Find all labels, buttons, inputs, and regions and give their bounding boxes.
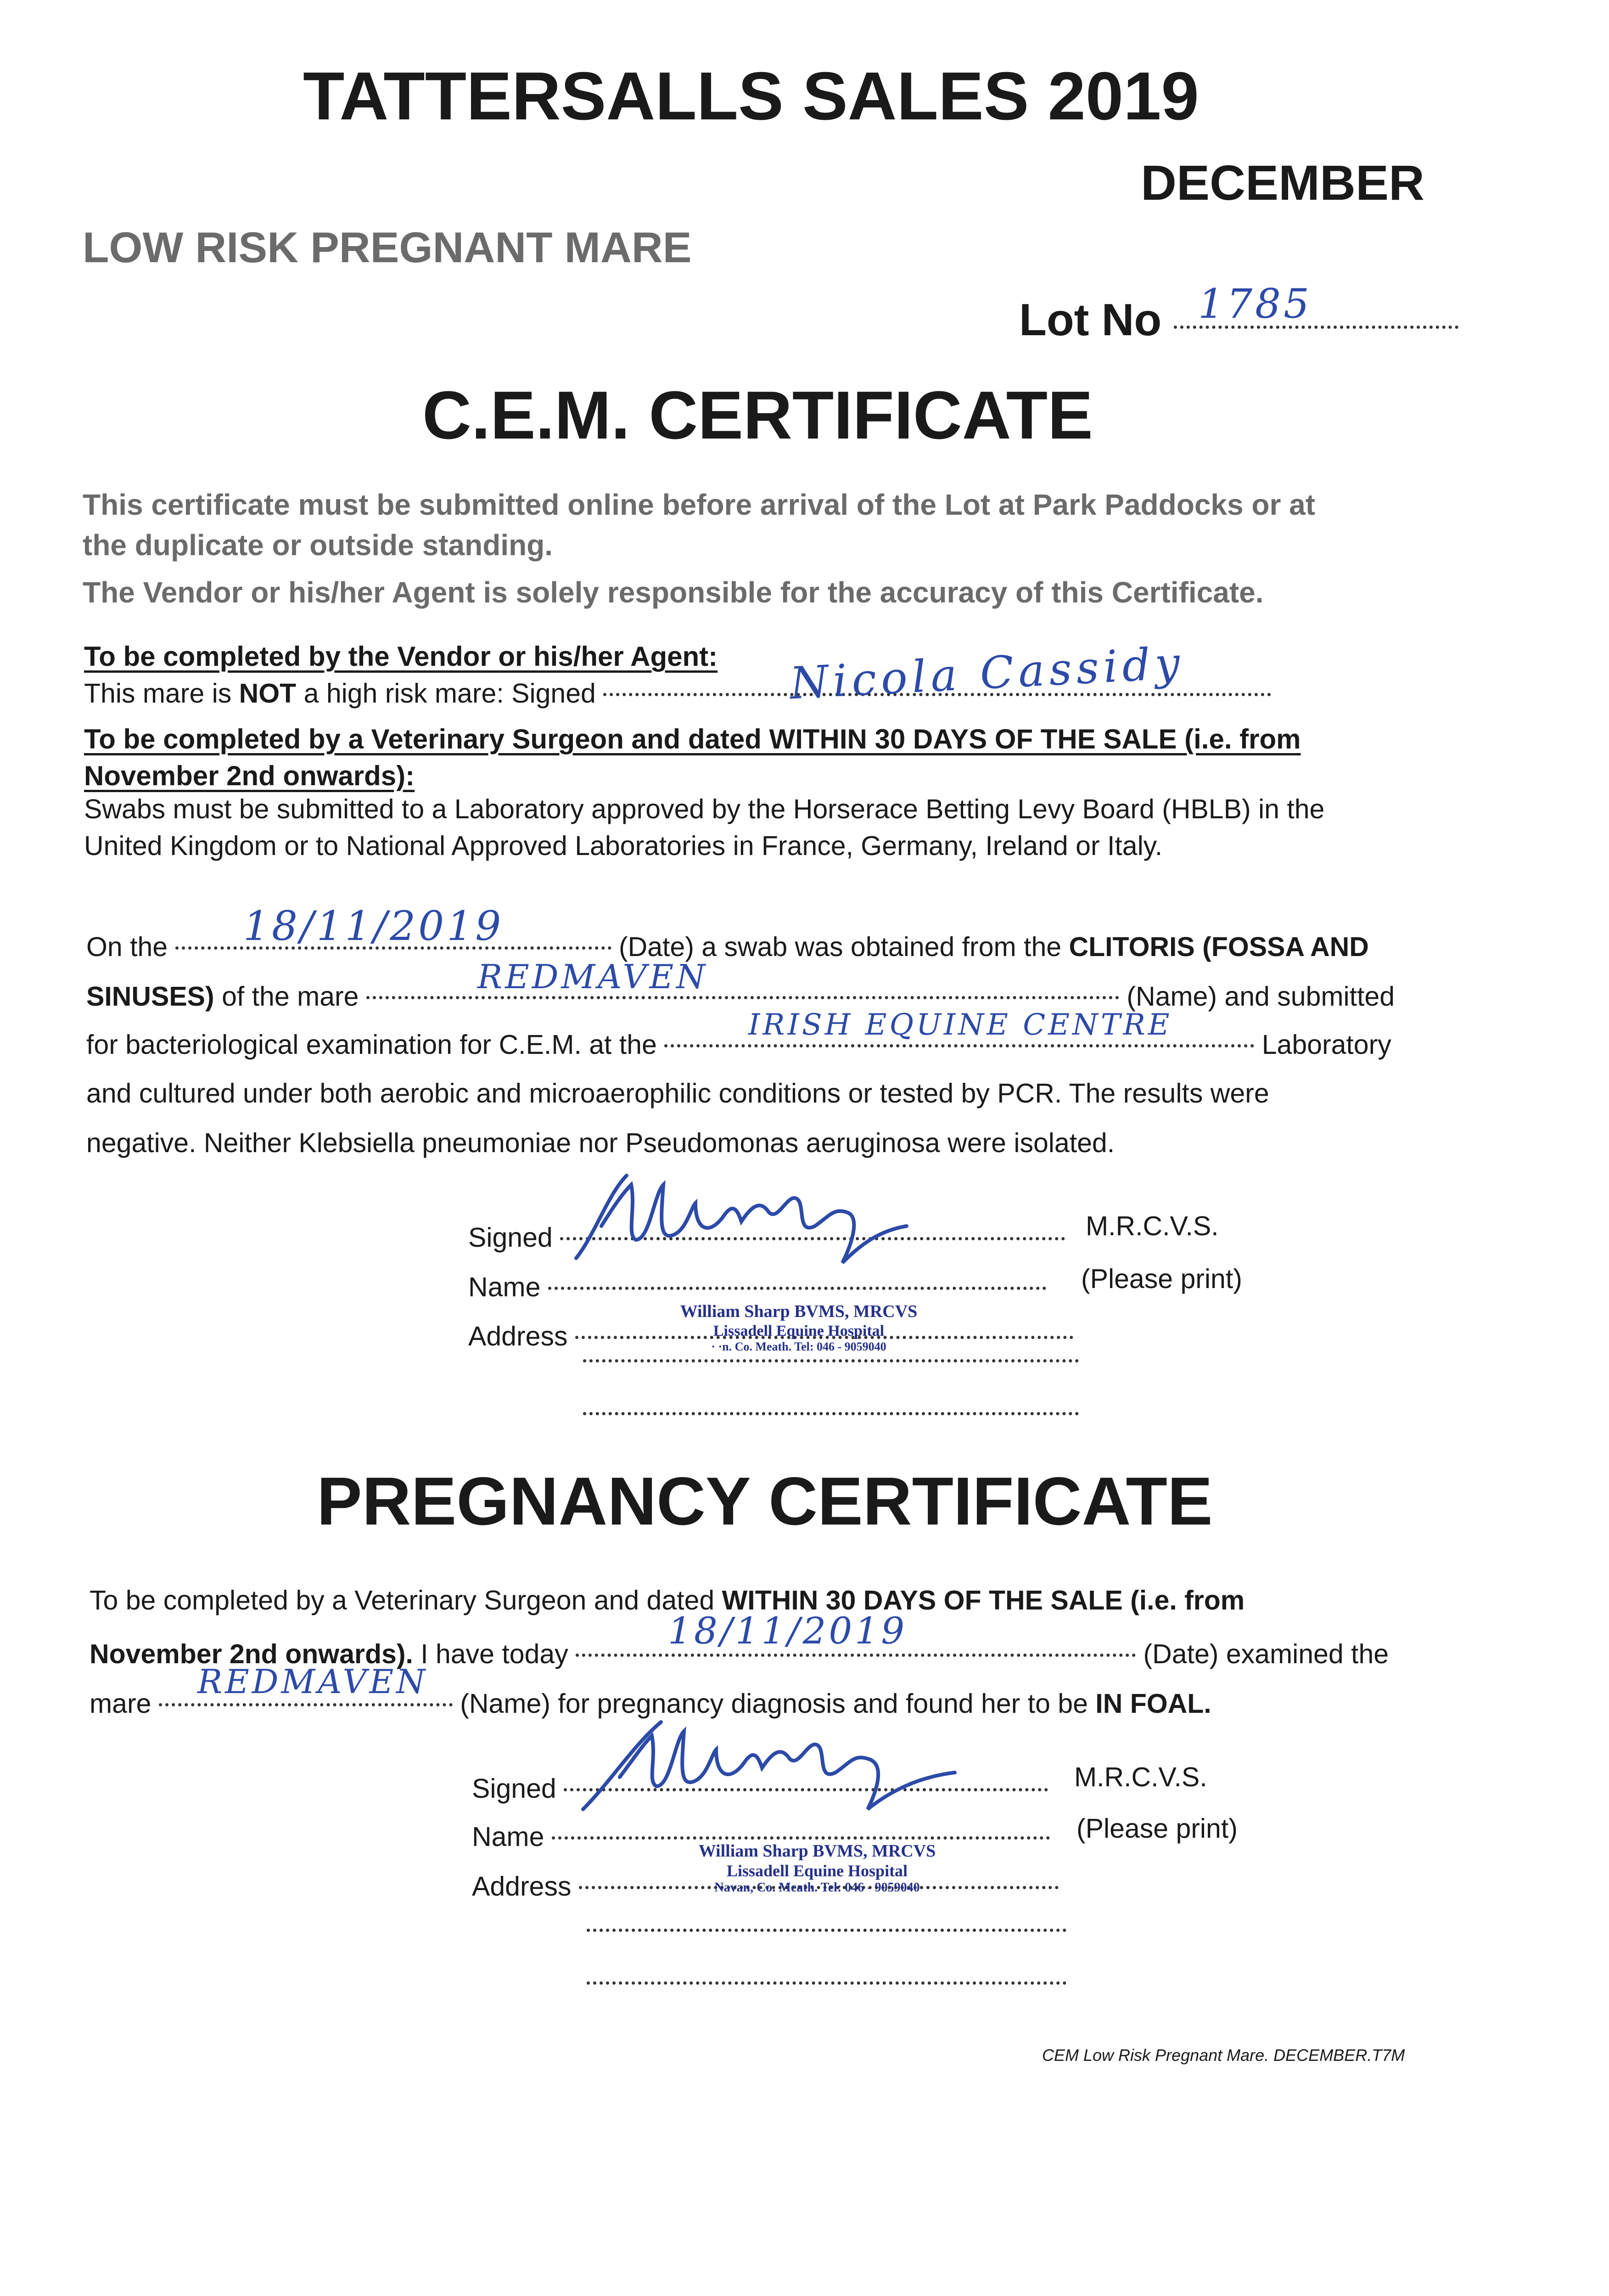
pregnancy-intro-line: To be completed by a Veterinary Surgeon and dated WITHIN 30 DAYS OF THE SALE (i.e. from bbox=[90, 1585, 1245, 1615]
vendor-responsibility-notice: The Vendor or his/her Agent is solely responsible for the accuracy of this Certificate. bbox=[83, 576, 1264, 609]
lot-number-value: 1785 bbox=[1198, 280, 1312, 327]
sale-month: DECEMBER bbox=[1141, 155, 1425, 210]
online-submission-notice: This certificate must be submitted online before arrival of the Lot at Park Paddocks or at the duplicate or outside standing. bbox=[83, 488, 1316, 562]
pregnancy-please-print-label: (Please print) bbox=[1076, 1813, 1238, 1844]
vendor-section-heading: To be completed by the Vendor or his/her Agent: bbox=[84, 641, 718, 672]
lot-number-label: Lot No bbox=[1019, 294, 1162, 345]
cem-mare-name-value: REDMAVEN bbox=[477, 957, 708, 996]
cem-mrcvs-label: M.R.C.V.S. bbox=[1086, 1211, 1219, 1241]
laboratory-name-value: IRISH EQUINE CENTRE bbox=[748, 1008, 1172, 1042]
cem-signed-line: Signed bbox=[468, 1215, 1065, 1256]
exam-date-line: November 2nd onwards). I have today (Date) examined the bbox=[90, 1631, 1389, 1672]
certificate-category: LOW RISK PREGNANT MARE bbox=[83, 223, 692, 271]
pregnancy-address-line: Address bbox=[472, 1863, 1059, 1905]
vendor-declaration-line: This mare is NOT a high risk mare: Signed bbox=[84, 670, 1271, 712]
cem-address-line: Address bbox=[468, 1313, 1073, 1355]
cem-name-dotted-line bbox=[548, 1264, 1046, 1296]
cem-please-print-label: (Please print) bbox=[1081, 1264, 1242, 1294]
laboratory-line: for bacteriological examination for C.E.M. at the Laboratory bbox=[86, 1022, 1391, 1063]
pregnancy-vet-address-stamp: William Sharp BVMS, MRCVS Lissadell Equine Hospital Navan, Co. Meath. Tel: 046 - 9059040 bbox=[698, 1841, 936, 1895]
cem-certificate-title: C.E.M. CERTIFICATE bbox=[422, 377, 1093, 453]
swab-date-value: 18/11/2019 bbox=[243, 902, 504, 950]
mare-name-line: SINUSES) of the mare (Name) and submitted bbox=[86, 974, 1395, 1015]
swab-date-line: On the (Date) a swab was obtained from the CLITORIS (FOSSA AND bbox=[86, 924, 1369, 965]
pregnancy-vet-signature bbox=[569, 1708, 982, 1818]
vet-section-heading: To be completed by a Veterinary Surgeon and dated WITHIN 30 DAYS OF THE SALE (i.e. from November 2nd onwards): bbox=[84, 724, 1301, 791]
pregnancy-certificate-title: PREGNANCY CERTIFICATE bbox=[317, 1463, 1213, 1539]
form-reference: CEM Low Risk Pregnant Mare. DECEMBER.T7M bbox=[1042, 2046, 1405, 2065]
pregnancy-mare-line: mare (Name) for pregnancy diagnosis and found her to be IN FOAL. bbox=[90, 1681, 1211, 1722]
exam-date-value: 18/11/2019 bbox=[668, 1609, 908, 1652]
pregnancy-signed-line: Signed bbox=[472, 1766, 1048, 1807]
pregnancy-address-dotted-line-3 bbox=[587, 1981, 1066, 1985]
swab-laboratory-note: Swabs must be submitted to a Laboratory approved by the Horserace Betting Levy Board (HBLB) in the United Kingdom or to National Approved Laboratories in France, Germany, Ireland or Italy. bbox=[84, 794, 1325, 861]
pregnancy-mrcvs-label: M.R.C.V.S. bbox=[1074, 1762, 1207, 1792]
culture-results-text: and cultured under both aerobic and microaerophilic conditions or tested by PCR. The results were negative. Neither Klebsiella pneumoniae nor Pseudomonas aeruginosa were isolated. bbox=[86, 1078, 1269, 1158]
cem-name-line: Name bbox=[468, 1264, 1046, 1306]
sales-title: TATTERSALLS SALES 2019 bbox=[303, 58, 1199, 134]
vendor-signature: Nicola Cassidy bbox=[788, 637, 1186, 709]
cem-vet-signature bbox=[558, 1166, 948, 1272]
cem-address-dotted-line-2 bbox=[583, 1359, 1079, 1362]
pregnancy-address-dotted-line-2 bbox=[587, 1929, 1066, 1932]
cem-address-dotted-line-3 bbox=[583, 1412, 1079, 1415]
cem-vet-address-stamp: William Sharp BVMS, MRCVS Lissadell Equine Hospital · ·n. Co. Meath. Tel: 046 - 9059040 bbox=[680, 1302, 918, 1353]
pregnancy-mare-name-value: REDMAVEN bbox=[197, 1662, 428, 1701]
pregnancy-name-line: Name bbox=[472, 1814, 1050, 1855]
